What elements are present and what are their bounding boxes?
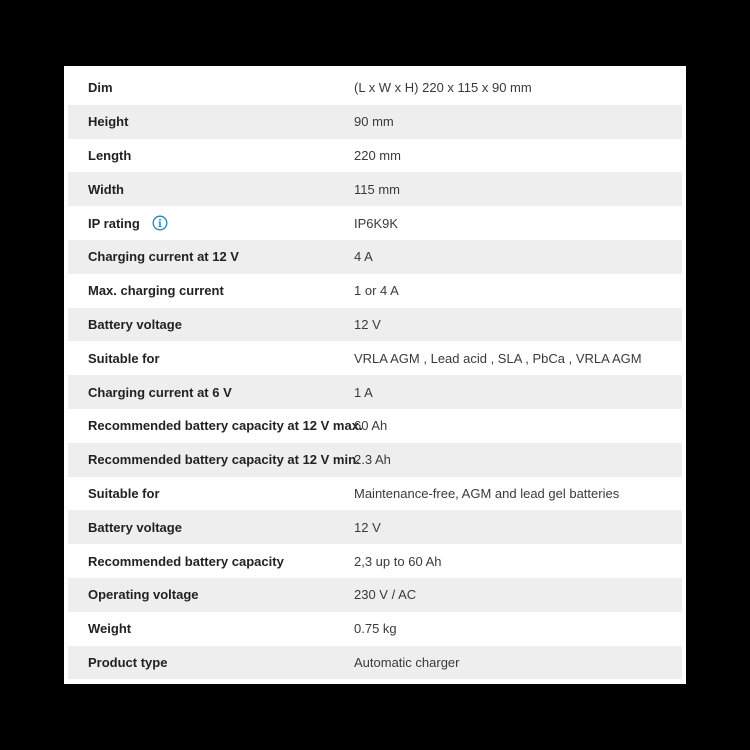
spec-label-text: Max. charging current (88, 283, 224, 299)
spec-value: 12 V (354, 519, 381, 535)
spec-table (68, 71, 682, 679)
spec-row-rec-capacity-max (68, 409, 682, 443)
spec-label (68, 114, 354, 129)
spec-label (68, 215, 354, 231)
spec-label (68, 182, 354, 197)
spec-label (68, 317, 354, 332)
spec-value: 90 mm (354, 114, 394, 130)
spec-row-charging-current-12v (68, 240, 682, 274)
spec-label-text: Recommended battery capacity at 12 V max. (88, 418, 363, 434)
spec-label-text: IP rating (88, 215, 140, 231)
spec-label (68, 249, 354, 264)
spec-label (68, 655, 354, 670)
spec-value: 115 mm (354, 181, 400, 197)
spec-label (68, 520, 354, 535)
spec-row-operating-voltage (68, 578, 682, 612)
spec-label (68, 486, 354, 501)
spec-row-suitable-for (68, 341, 682, 375)
spec-label-text: Recommended battery capacity (88, 553, 284, 569)
spec-value: 4 A (354, 249, 373, 265)
spec-value: 2.3 Ah (354, 452, 391, 468)
spec-label-text: Weight (88, 621, 132, 637)
spec-value: 2,3 up to 60 Ah (354, 553, 442, 569)
spec-row-length (68, 139, 682, 173)
spec-label-text: Battery voltage (88, 519, 182, 535)
spec-label (68, 418, 363, 434)
spec-label-text: Height (88, 114, 129, 130)
spec-label-text: Suitable for (88, 485, 160, 501)
spec-value: Automatic charger (354, 654, 460, 670)
spec-label (68, 148, 354, 163)
spec-label (68, 621, 354, 636)
spec-label (68, 351, 354, 366)
spec-row-ip-rating (68, 206, 682, 240)
spec-value: 230 V / AC (354, 587, 417, 603)
spec-label-text: Charging current at 12 V (88, 249, 239, 265)
spec-value: 12 V (354, 316, 381, 332)
spec-value: 220 mm (354, 147, 401, 163)
spec-row-width (68, 172, 682, 206)
spec-row-suitable-for (68, 477, 682, 511)
spec-value: 1 A (354, 384, 373, 400)
spec-label (68, 80, 354, 95)
spec-row-weight (68, 612, 682, 646)
spec-label-text: Dim (88, 80, 113, 96)
spec-label-text: Charging current at 6 V (88, 384, 232, 400)
spec-row-rec-capacity-min (68, 443, 682, 477)
spec-label-text: Recommended battery capacity at 12 V min. (88, 452, 360, 468)
spec-label (68, 283, 354, 298)
spec-label-text: Length (88, 147, 132, 163)
spec-value: VRLA AGM , Lead acid , SLA , PbCa , VRLA AGM (354, 350, 642, 366)
spec-label-text: Product type (88, 654, 168, 670)
spec-row-height (68, 105, 682, 139)
spec-label (68, 385, 354, 400)
spec-value: 0.75 kg (354, 621, 397, 637)
spec-row-battery-voltage (68, 308, 682, 342)
spec-label-text: Operating voltage (88, 587, 199, 603)
spec-label (68, 452, 360, 468)
spec-row-charging-current-6v (68, 375, 682, 409)
spec-row-battery-voltage (68, 510, 682, 544)
spec-value: (L x W x H) 220 x 115 x 90 mm (354, 80, 532, 96)
spec-card (64, 66, 686, 684)
spec-row-dim (68, 71, 682, 105)
spec-value: 1 or 4 A (354, 283, 399, 299)
spec-label-text: Battery voltage (88, 316, 182, 332)
spec-row-product-type (68, 646, 682, 680)
spec-row-max-charging-current (68, 274, 682, 308)
spec-value: Maintenance-free, AGM and lead gel batteries (354, 485, 620, 501)
spec-value: 60 Ah (354, 418, 388, 434)
spec-value: IP6K9K (354, 215, 399, 231)
spec-label-text: Width (88, 181, 124, 197)
info-icon[interactable] (152, 215, 168, 231)
spec-label (68, 587, 354, 602)
spec-label-text: Suitable for (88, 350, 160, 366)
spec-row-rec-capacity (68, 544, 682, 578)
spec-label (68, 554, 354, 569)
